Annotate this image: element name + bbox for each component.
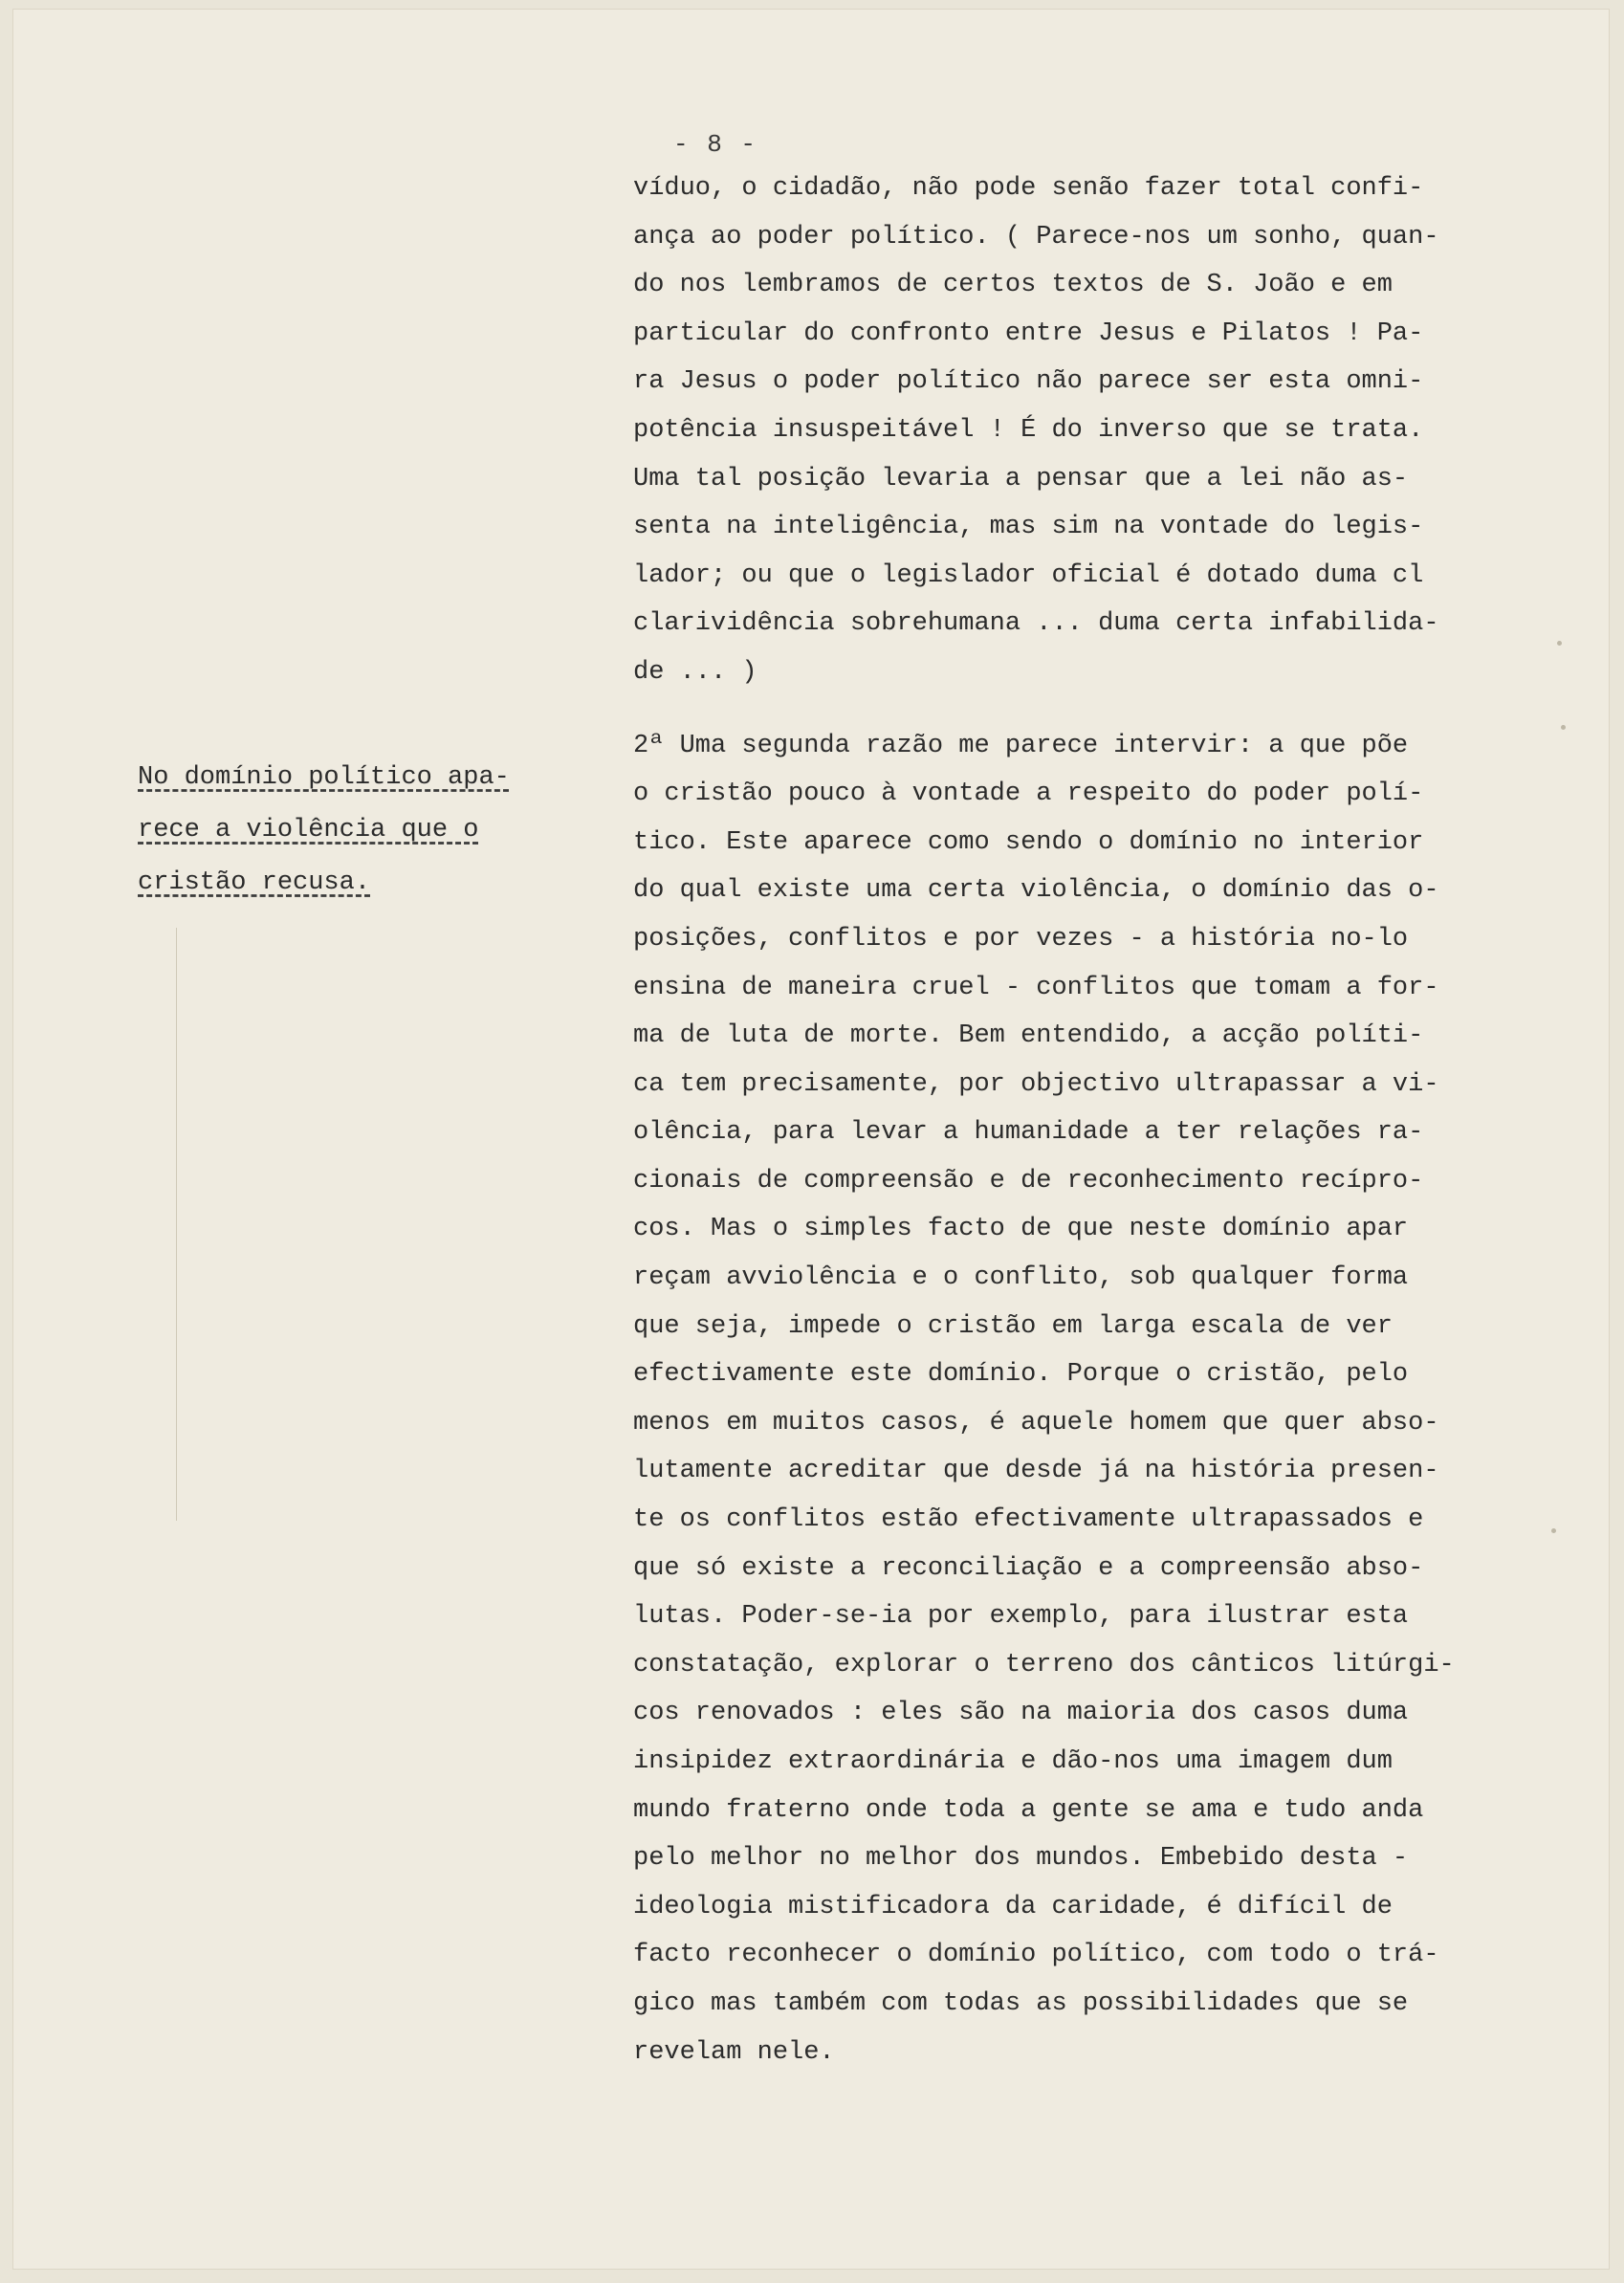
text-line: Uma tal posição levaria a pensar que a lei não as- xyxy=(633,464,1409,494)
text-line: cos renovados : eles são na maioria dos casos duma xyxy=(633,1699,1409,1728)
text-line: de ... ) xyxy=(633,657,757,687)
text-line: cos. Mas o simples facto de que neste domínio apar xyxy=(633,1215,1409,1244)
text-line: revelam nele. xyxy=(633,2037,835,2067)
text-line: menos em muitos casos, é aquele homem que quer abso- xyxy=(633,1408,1439,1438)
text-line: mundo fraterno onde toda a gente se ama e tudo anda xyxy=(633,1795,1424,1825)
text-line: posições, conflitos e por vezes - a história no-lo xyxy=(633,924,1409,954)
side-note xyxy=(138,752,539,910)
text-line: ideologia mistificadora da caridade, é difícil de xyxy=(633,1892,1393,1921)
document-page xyxy=(13,10,1609,2269)
side-note-line: No domínio político apa- xyxy=(138,763,510,792)
text-line: víduo, o cidadão, não pode senão fazer total confi- xyxy=(633,174,1424,203)
text-line: do qual existe uma certa violência, o domínio das o- xyxy=(633,876,1439,906)
text-line: senta na inteligência, mas sim na vontade do legis- xyxy=(633,513,1424,542)
margin-rule xyxy=(176,928,177,1521)
text-line: tico. Este aparece como sendo o domínio no interior xyxy=(633,827,1424,857)
text-line: efectivamente este domínio. Porque o cristão, pelo xyxy=(633,1360,1409,1390)
text-line: constatação, explorar o terreno dos cânticos litúrgi- xyxy=(633,1650,1455,1679)
text-line: lutas. Poder-se-ia por exemplo, para ilustrar esta xyxy=(633,1602,1409,1632)
text-line: do nos lembramos de certos textos de S. João e em xyxy=(633,271,1393,300)
side-note-line: rece a violência que o xyxy=(138,816,479,845)
text-line: potência insuspeitável ! É do inverso que se trata. xyxy=(633,415,1424,445)
paragraph-1 xyxy=(633,165,1494,697)
text-line: cionais de compreensão e de reconhecimento recípro- xyxy=(633,1166,1424,1196)
text-line: o cristão pouco à vontade a respeito do poder polí- xyxy=(633,779,1424,809)
text-line: lador; ou que o legislador oficial é dotado duma cl xyxy=(633,560,1424,590)
side-note-line: cristão recusa. xyxy=(138,868,371,897)
text-line: ma de luta de morte. Bem entendido, a acção políti- xyxy=(633,1021,1424,1051)
text-line: ança ao poder político. ( Parece-nos um sonho, quan- xyxy=(633,222,1439,252)
text-line: lutamente acreditar que desde já na história presen- xyxy=(633,1457,1439,1486)
paragraph-2 xyxy=(633,722,1494,2077)
text-line: ra Jesus o poder político não parece ser esta omni- xyxy=(633,367,1424,397)
text-line: facto reconhecer o domínio político, com todo o trá- xyxy=(633,1941,1439,1970)
text-line: pelo melhor no melhor dos mundos. Embebido desta - xyxy=(633,1844,1409,1874)
text-line: ca tem precisamente, por objectivo ultrapassar a vi- xyxy=(633,1069,1439,1099)
paper-speck xyxy=(1551,1528,1556,1533)
text-line: insipidez extraordinária e dão-nos uma imagem dum xyxy=(633,1747,1393,1776)
text-line: reçam avviolência e o conflito, sob qualquer forma xyxy=(633,1263,1409,1293)
text-line: particular do confronto entre Jesus e Pilatos ! Pa- xyxy=(633,318,1424,348)
page-number: - 8 - xyxy=(673,130,758,159)
text-line: clarividência sobrehumana ... duma certa infabilida- xyxy=(633,609,1439,639)
text-line: que seja, impede o cristão em larga escala de ver xyxy=(633,1311,1393,1341)
text-line: olência, para levar a humanidade a ter relações ra- xyxy=(633,1118,1424,1148)
paper-speck xyxy=(1561,725,1566,730)
text-line: que só existe a reconciliação e a compreensão abso- xyxy=(633,1553,1424,1583)
text-line: te os conflitos estão efectivamente ultrapassados e xyxy=(633,1505,1424,1535)
text-line: gico mas também com todas as possibilidades que se xyxy=(633,1988,1409,2018)
body-text xyxy=(633,165,1494,2076)
text-line: ensina de maneira cruel - conflitos que tomam a for- xyxy=(633,973,1439,1002)
paper-speck xyxy=(1557,641,1562,646)
text-line: 2ª Uma segunda razão me parece intervir: a que põe xyxy=(633,731,1409,760)
